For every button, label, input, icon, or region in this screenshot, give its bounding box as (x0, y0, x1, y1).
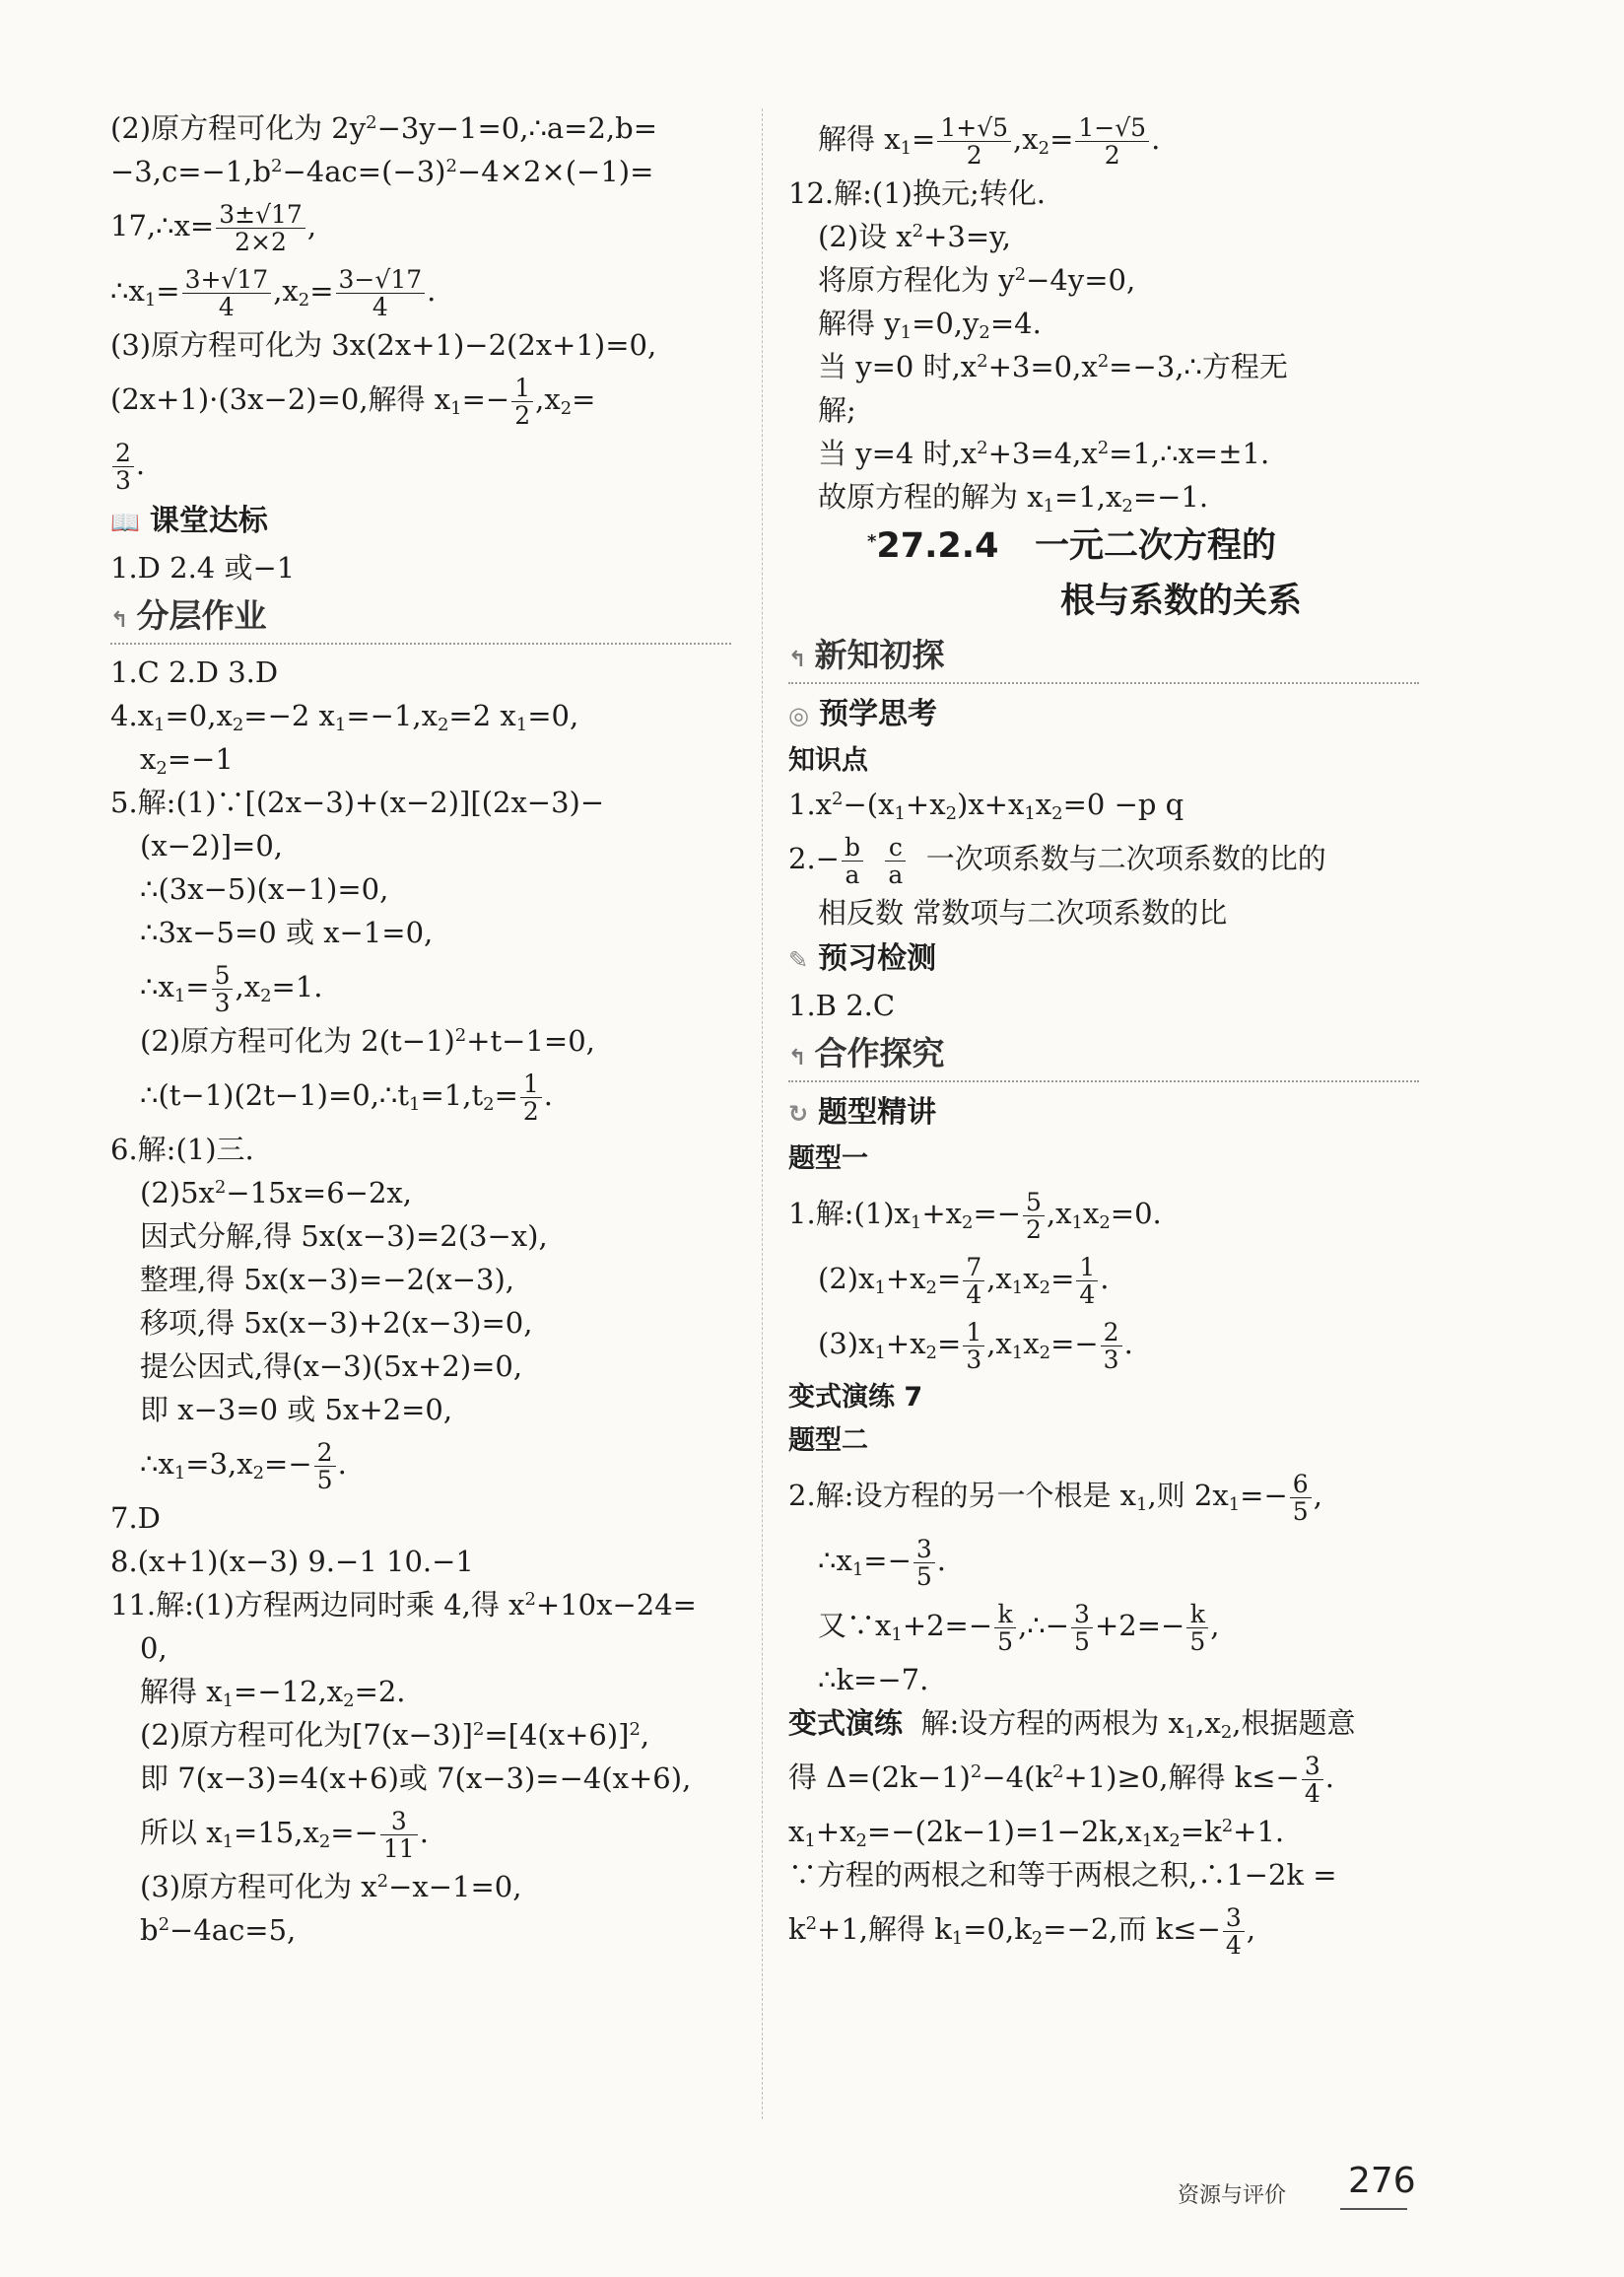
section-title: *27.2.4 一元二次方程的 (867, 526, 1277, 566)
formula-line: $\therefore x_1=-$ $\frac{3}{5}$ . (818, 1534, 946, 1591)
corner-icon: ↰ (110, 608, 129, 633)
text-line: 8.(x+1)(x−3) 9.−1 10.−1 (110, 1545, 474, 1578)
text-line: 即 x−3=0 或 5x+2=0, (140, 1393, 453, 1426)
formula-line: $k^2+1$,解得 $k_1=0,k_2=-2$,而 k≤− $\frac{3}{4}$ , (788, 1902, 1256, 1960)
text-line: 5.解:(1)∵[(2x−3)+(x−2)][(2x−3)− (110, 786, 605, 819)
formula-line: 1.解$:(1)x_1+x_2=-$ $\frac{5}{2}$ $,x_1x_2=0$. (788, 1187, 1162, 1244)
text-line: 6.解:(1)三. (110, 1133, 254, 1166)
text-line: (2)设 $x^2+3=y$, (818, 220, 1011, 253)
text-line: (2)原方程可化为 $2(t-1)^2+t-1=0$, (140, 1024, 595, 1058)
page-number-rule (1340, 2208, 1407, 2210)
text-line: 将原方程化为 $y^2-4y=0$, (818, 263, 1136, 297)
footer-book-title: 资源与评价 (1178, 2183, 1287, 2208)
text-line: $b^2-4ac=5$, (140, 1913, 297, 1947)
text-line: $-3,c=-1,b^2-4ac=(-3)^2-4\times 2\times(-1)=$ (110, 155, 654, 188)
pen-icon: ✎ (788, 946, 809, 974)
section-classroom: 📖 课堂达标 (110, 504, 268, 538)
text-line: 移项,得 5x(x−3)+2(x−3)=0, (140, 1306, 533, 1340)
text-line: 解得 $y_1=0,y_2=4$. (818, 307, 1042, 343)
section-new-knowledge: ↰ 新知初探 (788, 629, 1419, 684)
text-line: ∴3x−5=0 或 x−1=0, (140, 916, 434, 949)
label-type-two: 题型二 (788, 1425, 868, 1456)
formula-line: $(3)x_1+x_2=$ $\frac{1}{3}$ $,x_1x_2=-$ $\frac{2}{3}$ . (818, 1317, 1133, 1374)
text-line: $1.x^2-(x_1+x_2)x+x_1x_2=0 -p$ q (788, 788, 1184, 824)
section-preview-thinking: ◎ 预学思考 (788, 697, 937, 731)
text-line: 故原方程的解为 $x_1=1,x_2=-1$. (818, 480, 1209, 517)
text-line: 12.解:(1)换元;转化. (788, 176, 1046, 210)
label-knowledge-point: 知识点 (788, 745, 868, 776)
section-question-types: ↻ 题型精讲 (788, 1095, 937, 1130)
section-cooperative: ↰ 合作探究 (788, 1027, 1419, 1082)
corner-icon: ↰ (788, 648, 807, 672)
text-line: (x−2)]=0, (140, 829, 284, 862)
text-line: 变式演练 解:设方程的两根为 $x_1,x_2$,根据题意 (788, 1706, 1356, 1743)
text-line: (3)原方程可化为 $x^2-x-1=0$, (140, 1870, 522, 1903)
formula-line: 得 $\Delta=(2k-1)^2-4(k^2+1)\ge 0$,解得 k≤− $\frac{3}{4}$ . (788, 1751, 1334, 1808)
corner-icon: ↰ (788, 1046, 807, 1070)
text-line: ∴k=−7. (818, 1663, 929, 1696)
text-line: 当 y=0 时$,x^2+3=0,x^2=-3,\therefore$方程无 (818, 350, 1288, 383)
text-line: 1.B 2.C (788, 989, 896, 1022)
right-column (788, 106, 1419, 1962)
formula-line: $\therefore x_1=$ $\frac{5}{3}$ $,x_2=1$. (140, 960, 323, 1017)
formula-line: $\therefore x_1=$ $\frac{3+√17}{4}$ $,x_2=$ $\frac{3-√17}{4}$ . (110, 264, 437, 321)
pin-icon: ◎ (788, 702, 809, 729)
text-line: 整理,得 5x(x−3)=−2(x−3), (140, 1263, 514, 1296)
section-title-line2: 根与系数的关系 (1060, 582, 1303, 621)
formula-line: (2x+1)·(3x−2)=0,解得 $x_1=-$ $\frac{1}{2}$ $,x_2=$ (110, 373, 596, 430)
formula-line: $\frac{2}{3}$ . (110, 432, 731, 497)
section-homework: ↰ 分层作业 (110, 589, 731, 645)
text-line: (2)原方程可化为 $2y^2-3y-1=0,\therefore a=2,b=$ (110, 111, 658, 145)
formula-line: $(2)x_1+x_2=$ $\frac{7}{4}$ $,x_1x_2=$ $\frac{1}{4}$ . (818, 1252, 1110, 1309)
text-line: (3)原方程可化为 3x(2x+1)−2(2x+1)=0, (110, 328, 657, 362)
text-line: 当 y=4 时$,x^2+3=4,x^2=1,\therefore x=\pm 1$. (818, 437, 1270, 470)
text-line: 11.解:(1)方程两边同时乘 4,得 $x^2+10x-24=$ (110, 1588, 697, 1622)
text-line: 解; (818, 393, 856, 427)
swirl-icon: ↻ (788, 1100, 809, 1128)
formula-line: $\therefore(t-1)(2t-1)=0,\therefore t_1=1,t_2=$ $\frac{1}{2}$ . (140, 1069, 554, 1126)
formula-line: $\therefore x_1=3,x_2=-$ $\frac{2}{5}$ . (140, 1437, 347, 1494)
column-divider (762, 108, 763, 2119)
text-line: ∵方程的两根之和等于两根之积,∴1−2k = (788, 1858, 1337, 1892)
text-line: ∴(3x−5)(x−1)=0, (140, 872, 389, 906)
formula-line: 2.− $\frac{b}{a}$ $\frac{c}{a}$ 一次项系数与二次项系数的比的 (788, 832, 1326, 889)
formula-line: 所以 $x_1=15,x_2=-$ $\frac{3}{11}$ . (140, 1806, 429, 1863)
text-line: 相反数 常数项与二次项系数的比 (818, 896, 1228, 930)
text-line: 提公因式,得(x−3)(5x+2)=0, (140, 1349, 523, 1383)
text-line: $x_2=-1$ (140, 742, 234, 779)
formula-line: 17,∴x= $\frac{3\pm√17}{2\times 2}$ , (110, 199, 317, 256)
text-line: $x_1+x_2=-(2k-1)=1-2k,x_1x_2=k^2+1$. (788, 1815, 1285, 1851)
section-preview-check: ✎ 预习检测 (788, 941, 937, 976)
text-line: 1.C 2.D 3.D (110, 656, 279, 689)
left-column (110, 106, 731, 1952)
text-line: 0, (140, 1631, 168, 1665)
formula-line: 解得 $x_1=$ $\frac{1+√5}{2}$ $,x_2=$ $\frac{1-√5}{2}$ . (818, 112, 1161, 170)
text-line: $4.x_1=0,x_2=-2$ $x_1=-1,x_2=2$ $x_1=0$, (110, 699, 579, 735)
text-line: 因式分解,得 5x(x−3)=2(3−x), (140, 1219, 548, 1253)
text-line: (2)原方程可化为$[7(x-3)]^2=[4(x+6)]^2$, (140, 1718, 650, 1752)
formula-line: 又$\because x_1+2=-$ $\frac{k}{5}$ ,∴− $\frac{3}{5}$ +2=− $\frac{k}{5}$ , (818, 1599, 1220, 1656)
text-line: 7.D (110, 1501, 161, 1535)
text-line: 即 7(x−3)=4(x+6)或 7(x−3)=−4(x+6), (140, 1761, 692, 1795)
book-icon: 📖 (110, 509, 140, 536)
formula-line: 2.解:设方程的另一个根是 $x_1$,则 $2x_1=-$ $\frac{6}{5}$ , (788, 1469, 1322, 1526)
fraction: $\frac{3\pm√17}{2\times 2}$ (216, 201, 305, 255)
label-type-one: 题型一 (788, 1143, 868, 1174)
page-number: 276 (1348, 2161, 1416, 2201)
label-variant: 变式演练 7 (788, 1382, 923, 1413)
text-line: 解得 $x_1=-12,x_2=2$. (140, 1675, 406, 1711)
text-line: 1.D 2.4 或−1 (110, 551, 296, 585)
text-line: $(2)5x^2-15x=6-2x$, (140, 1176, 412, 1209)
